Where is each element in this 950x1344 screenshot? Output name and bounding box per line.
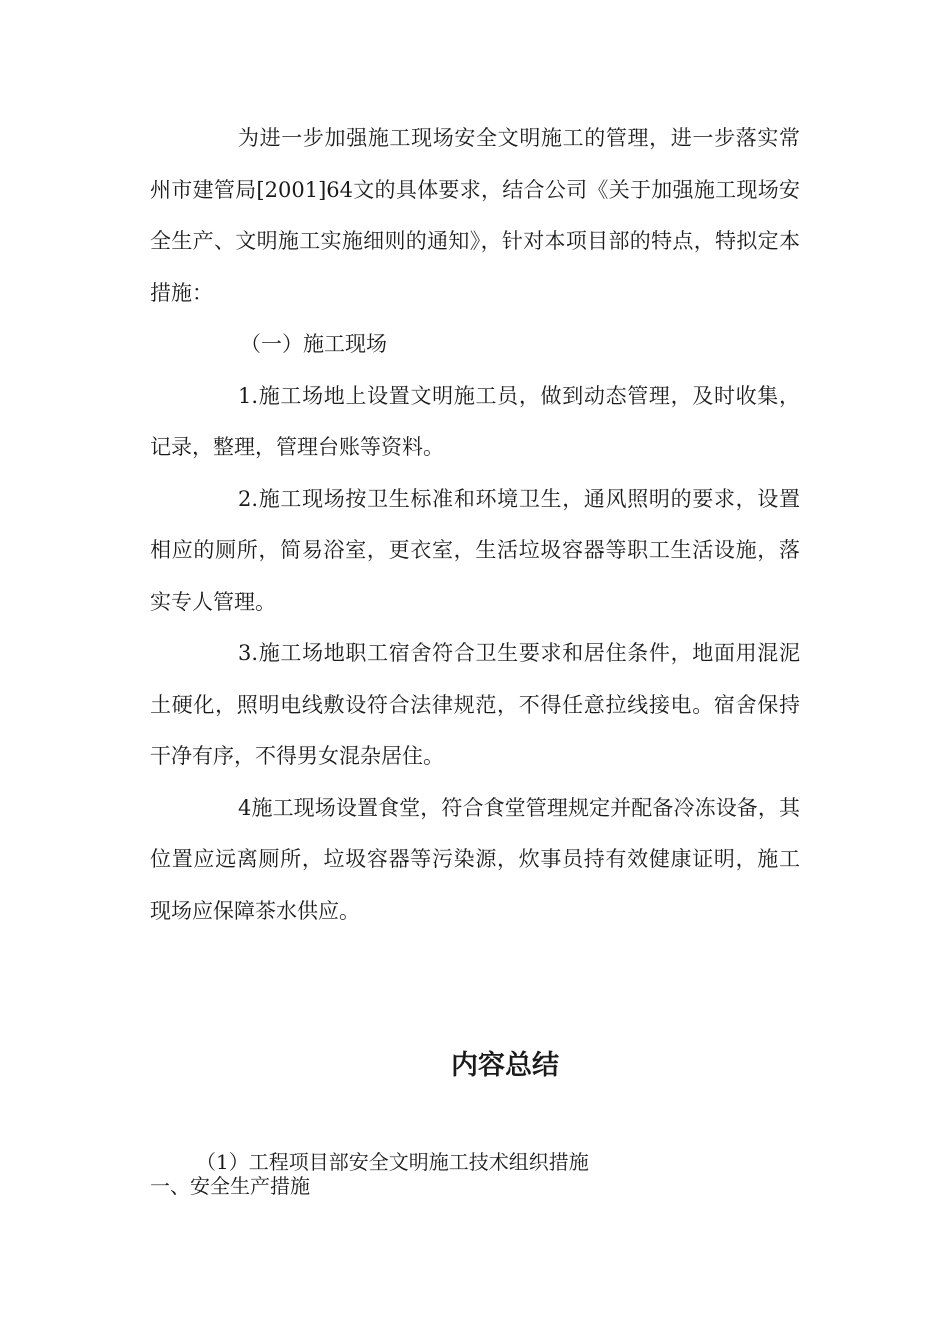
document-body xyxy=(150,113,800,937)
intro-paragraph: 为进一步加强施工现场安全文明施工的管理，进一步落实常州市建管局[2001]64文的具体要求，结合公司《关于加强施工现场安全生产、文明施工实施细则的通知》，针对本项目部的特点，特拟定本措施： xyxy=(150,126,800,305)
item-paragraph-4: 4施工现场设置食堂，符合食堂管理规定并配备冷冻设备，其位置应远离厕所，垃圾容器等污染源，炊事员持有效健康证明，施工现场应保障茶水供应。 xyxy=(150,795,800,923)
section-heading: （一）施工现场 xyxy=(240,332,387,356)
item-paragraph-1: 1.施工场地上设置文明施工员，做到动态管理，及时收集，记录，整理，管理台账等资料。 xyxy=(150,383,800,459)
summary-item: 一、安全生产措施 xyxy=(150,1174,310,1198)
item-paragraph-2: 2.施工现场按卫生标准和环境卫生，通风照明的要求，设置相应的厕所，简易浴室，更衣室，生活垃圾容器等职工生活设施，落实专人管理。 xyxy=(150,486,800,614)
summary-title: 内容总结 xyxy=(451,1050,559,1081)
item-paragraph-3: 3.施工场地职工宿舍符合卫生要求和居住条件，地面用混泥土硬化，照明电线敷设符合法律规范，不得任意拉线接电。宿舍保持干净有序，不得男女混杂居住。 xyxy=(150,641,800,768)
summary-item: （1）工程项目部安全文明施工技术组织措施 xyxy=(196,1150,589,1174)
